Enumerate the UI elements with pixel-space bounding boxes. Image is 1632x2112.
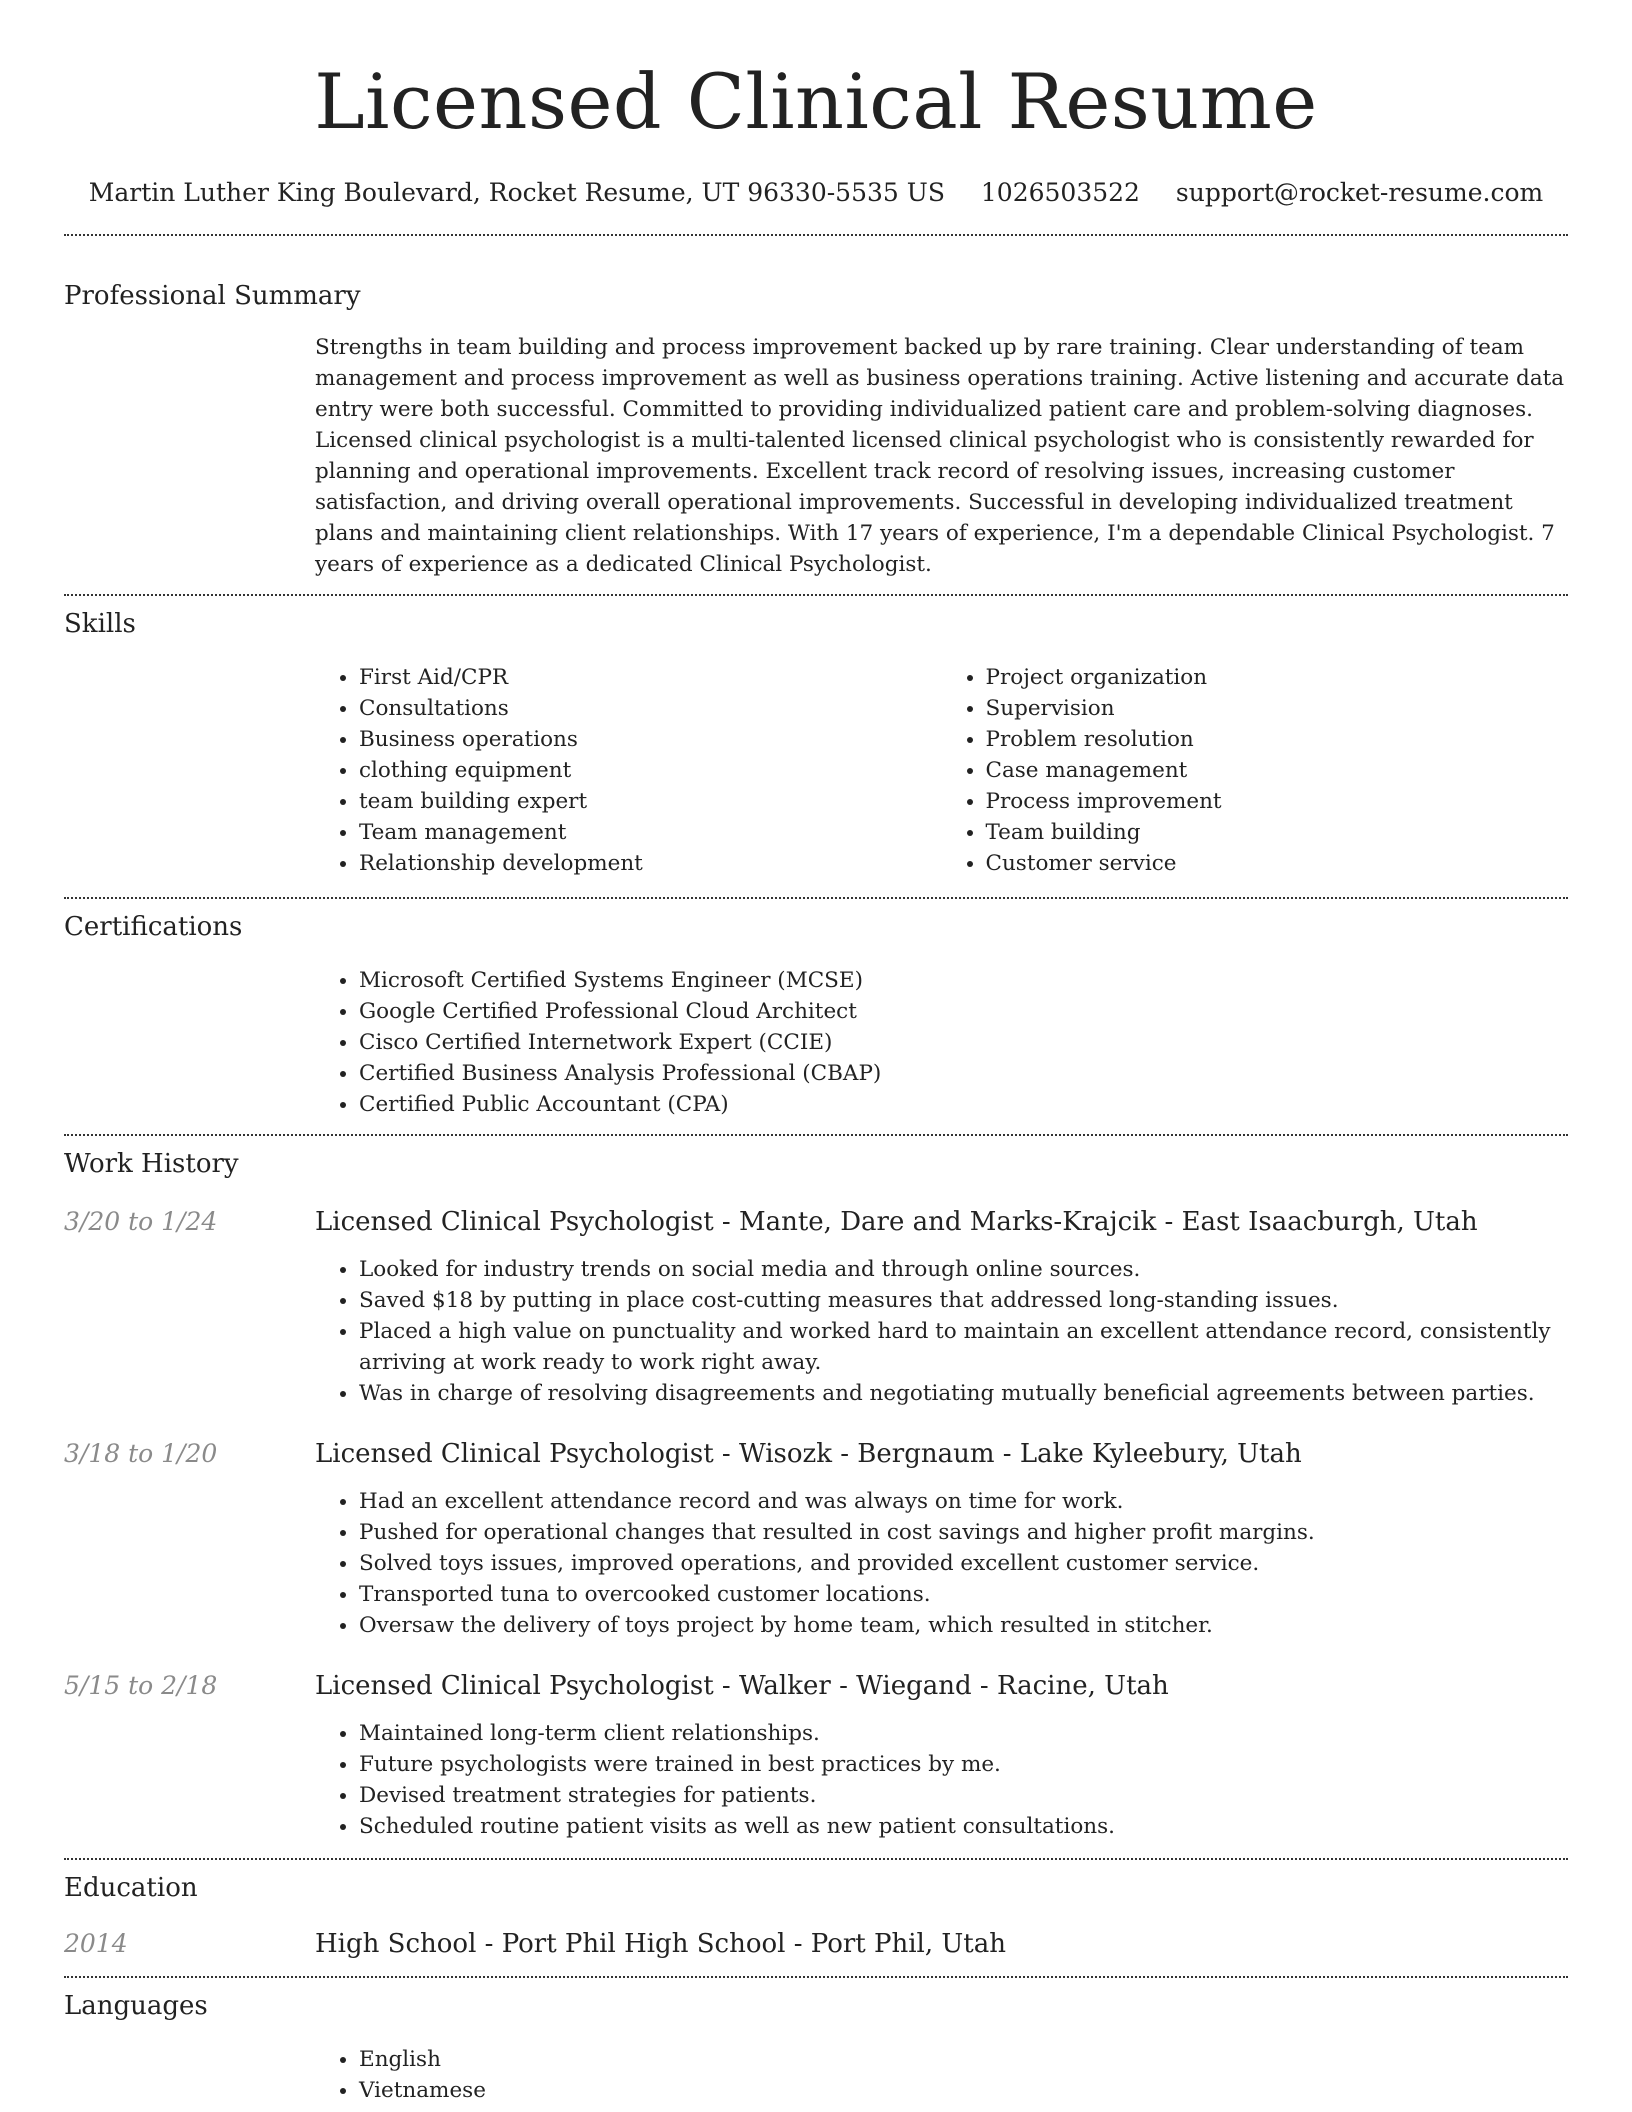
resume-title: Licensed Clinical Resume [314, 57, 1318, 146]
job-bullets [315, 1718, 1568, 1842]
certification-item: • Google Certified Professional Cloud Architect [359, 996, 1568, 1027]
certification-item: • Cisco Certified Internetwork Expert (CCIE) [359, 1027, 1568, 1058]
contact-line [64, 178, 1568, 208]
skill-item: • Supervision [986, 693, 1569, 724]
job-entry [64, 1438, 1568, 1641]
summary-title: Professional Summary [64, 281, 361, 311]
certification-item: • Certified Business Analysis Professional (CBAP) [359, 1058, 1568, 1089]
skill-item: • Relationship development [359, 848, 942, 879]
job-bullet: • Future psychologists were trained in best practices by me. [359, 1749, 1568, 1780]
job-heading: Licensed Clinical Psychologist - Walker - Wiegand - Racine, Utah [315, 1671, 1169, 1701]
job-bullet: • Was in charge of resolving disagreements and negotiating mutually beneficial agreements between parties. [359, 1378, 1568, 1409]
divider [64, 1976, 1568, 1978]
job-content [315, 1254, 1568, 1409]
contact-phone: 1026503522 [980, 178, 1140, 207]
job-bullet: • Placed a high value on punctuality and worked hard to maintain an excellent attendance record, consistently arriving at work ready to work right away. [359, 1316, 1568, 1378]
job-content [315, 1718, 1568, 1842]
skill-item: • Team management [359, 817, 942, 848]
certifications-title: Certifications [64, 912, 243, 942]
job-bullet: • Looked for industry trends on social media and through online sources. [359, 1254, 1568, 1285]
job-heading: Licensed Clinical Psychologist - Mante, Dare and Marks-Krajcik - East Isaacburgh, Utah [315, 1207, 1478, 1237]
job-bullet: • Scheduled routine patient visits as well as new patient consultations. [359, 1811, 1568, 1842]
skills-title: Skills [64, 609, 136, 639]
divider [64, 897, 1568, 899]
job-bullet: • Had an excellent attendance record and was always on time for work. [359, 1486, 1568, 1517]
skill-item: • Problem resolution [986, 724, 1569, 755]
summary-section [64, 280, 1568, 580]
languages-section [64, 1990, 1568, 2106]
job-content [315, 1486, 1568, 1641]
education-title: Education [64, 1873, 198, 1903]
skill-item: • Project organization [986, 662, 1569, 693]
contact-address: Martin Luther King Boulevard, Rocket Resume, UT 96330-5535 US [88, 178, 945, 207]
job-bullet: • Oversaw the delivery of toys project by home team, which resulted in stitcher. [359, 1610, 1568, 1641]
language-item: • English [359, 2044, 1568, 2075]
education-section [64, 1872, 1568, 1960]
job-bullets [315, 1486, 1568, 1641]
job-bullet: • Saved $18 by putting in place cost-cutting measures that addressed long-standing issues. [359, 1285, 1568, 1316]
education-year: 2014 [64, 1929, 128, 1958]
divider [64, 234, 1568, 236]
job-bullet: • Devised treatment strategies for patients. [359, 1780, 1568, 1811]
skill-item: • Case management [986, 755, 1569, 786]
skill-item: • Consultations [359, 693, 942, 724]
certification-item: • Certified Public Accountant (CPA) [359, 1089, 1568, 1120]
job-bullet: • Pushed for operational changes that resulted in cost savings and higher profit margins. [359, 1517, 1568, 1548]
work-section [64, 1148, 1568, 1842]
languages-title: Languages [64, 1991, 208, 2021]
summary-content [315, 332, 1568, 580]
language-item: • Vietnamese [359, 2075, 1568, 2106]
languages-content [315, 2044, 1568, 2106]
job-entry [64, 1670, 1568, 1842]
skills-list-right [942, 662, 1569, 879]
job-bullet: • Transported tuna to overcooked customer locations. [359, 1579, 1568, 1610]
certification-item: • Microsoft Certified Systems Engineer (MCSE) [359, 965, 1568, 996]
certifications-section [64, 911, 1568, 1120]
job-dates: 5/15 to 2/18 [64, 1671, 218, 1700]
education-heading: High School - Port Phil High School - Port Phil, Utah [315, 1929, 1007, 1959]
certifications-content [315, 965, 1568, 1120]
skills-section [64, 608, 1568, 879]
summary-text: Strengths in team building and process improvement backed up by rare training. Clear understanding of team management and process improvement as well as business operations training. Active listening and accurate data entry were both successful. Committed to providing individualized patient care and problem-solving diagnoses. Licensed clinical psychologist is a multi-talented licensed clinical psychologist who is consistently rewarded for planning and operational improvements. Excellent track record of resolving issues, increasing customer satisfaction, and driving overall operational improvements. Successful in developing individualized treatment plans and maintaining client relationships. With 17 years of experience, I'm a dependable Clinical Psychologist. 7 years of experience as a dedicated Clinical Psychologist. [315, 335, 1565, 577]
job-entry [64, 1206, 1568, 1409]
skill-item: • team building expert [359, 786, 942, 817]
skills-columns [315, 662, 1568, 879]
skill-item: • Customer service [986, 848, 1569, 879]
skill-item: • Process improvement [986, 786, 1569, 817]
skills-list-left [315, 662, 942, 879]
languages-list [315, 2044, 1568, 2106]
divider [64, 594, 1568, 596]
education-entry [64, 1928, 1568, 1960]
job-dates: 3/18 to 1/20 [64, 1439, 218, 1468]
skill-item: • First Aid/CPR [359, 662, 942, 693]
skill-item: • Business operations [359, 724, 942, 755]
contact-email: support@rocket-resume.com [1175, 178, 1544, 207]
job-bullets [315, 1254, 1568, 1409]
job-bullet: • Maintained long-term client relationships. [359, 1718, 1568, 1749]
skill-item: • Team building [986, 817, 1569, 848]
divider [64, 1858, 1568, 1860]
job-heading: Licensed Clinical Psychologist - Wisozk - Bergnaum - Lake Kyleebury, Utah [315, 1439, 1302, 1469]
job-bullet: • Solved toys issues, improved operations, and provided excellent customer service. [359, 1548, 1568, 1579]
work-title: Work History [64, 1149, 239, 1179]
job-dates: 3/20 to 1/24 [64, 1207, 218, 1236]
divider [64, 1134, 1568, 1136]
certifications-list [315, 965, 1568, 1120]
skill-item: • clothing equipment [359, 755, 942, 786]
